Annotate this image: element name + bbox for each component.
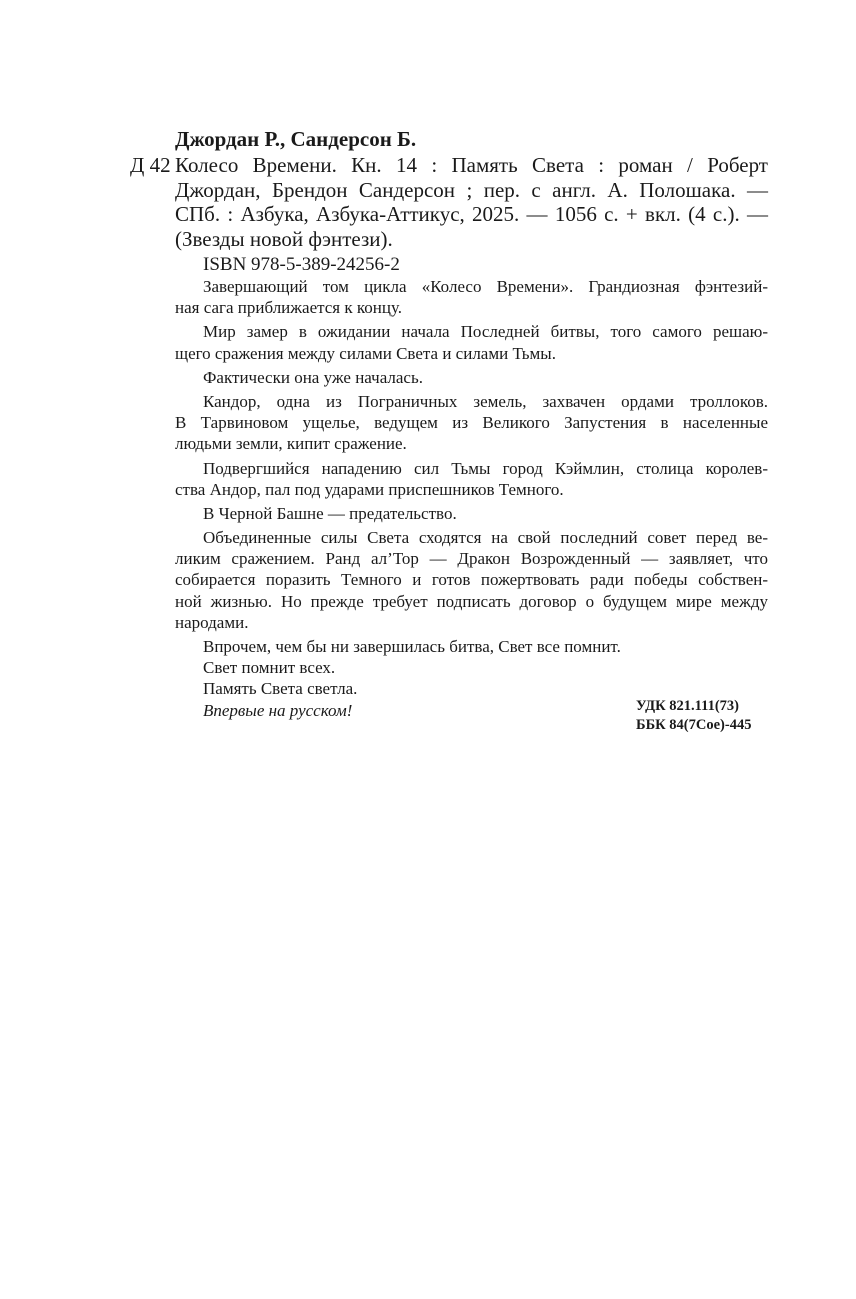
bibliographic-record xyxy=(175,153,768,251)
isbn: ISBN 978-5-389-24256-2 xyxy=(203,254,400,275)
classification-codes xyxy=(636,697,751,735)
annotation-line: Объединенные силы Света сходятся на свой последний совет перед ве- xyxy=(203,528,768,548)
annotation-line: щего сражения между силами Света и силами Тьмы. xyxy=(175,343,556,363)
bibliographic-line: Колесо Времени. Кн. 14 : Память Света : роман / Роберт xyxy=(175,153,768,177)
author-heading: Джордан Р., Сандерсон Б. xyxy=(175,127,417,151)
annotation-line: ная сага приближается к концу. xyxy=(175,298,403,318)
annotation-line: Свет помнит всех. xyxy=(203,658,336,678)
annotation xyxy=(175,276,768,721)
annotation-line: народами. xyxy=(175,612,249,632)
annotation-line: Память Света светла. xyxy=(203,679,358,699)
annotation-line: Подвергшийся нападению сил Тьмы город Кэймлин, столица королев- xyxy=(203,458,768,478)
bibliographic-line: (Звезды новой фэнтези). xyxy=(175,226,393,251)
annotation-line: Завершающий том цикла «Колесо Времени». Грандиозная фэнтезий- xyxy=(203,277,768,296)
annotation-line: ликим сражением. Ранд ал’Тор — Дракон Возрожденный — заявляет, что xyxy=(175,549,768,569)
annotation-line: В Черной Башне — предательство. xyxy=(203,503,457,523)
annotation-line: Мир замер в ожидании начала Последней битвы, того самого решаю- xyxy=(203,322,768,342)
annotation-line: собирается поразить Темного и готов пожертвовать ради победы собствен- xyxy=(175,570,768,590)
udk-code: УДК 821.111(73) xyxy=(636,698,739,714)
bbk-code: ББК 84(7Сое)-445 xyxy=(636,717,752,733)
annotation-line: ства Андор, пал под ударами приспешников Темного. xyxy=(175,479,564,499)
annotation-line: людьми земли, кипит сражение. xyxy=(175,434,407,454)
bibliographic-line: Джордан, Брендон Сандерсон ; пер. с англ. А. Полошака. — xyxy=(175,177,768,202)
annotation-line: Кандор, одна из Пограничных земель, захвачен ордами троллоков. xyxy=(203,391,768,411)
annotation-line: Впрочем, чем бы ни завершилась битва, Свет все помнит. xyxy=(203,637,621,656)
bibliographic-line: СПб. : Азбука, Азбука-Аттикус, 2025. — 1056 с. + вкл. (4 с.). — xyxy=(175,202,768,226)
catalog-code: Д 42 xyxy=(130,153,171,177)
annotation-line: ной жизнью. Но прежде требует подписать договор о будущем мире между xyxy=(175,591,768,611)
annotation-line: Фактически она уже началась. xyxy=(203,367,423,387)
annotation-line: В Тарвиновом ущелье, ведущем из Великого Запустения в населенные xyxy=(175,413,768,433)
first-edition-note: Впервые на русском! xyxy=(203,700,353,720)
